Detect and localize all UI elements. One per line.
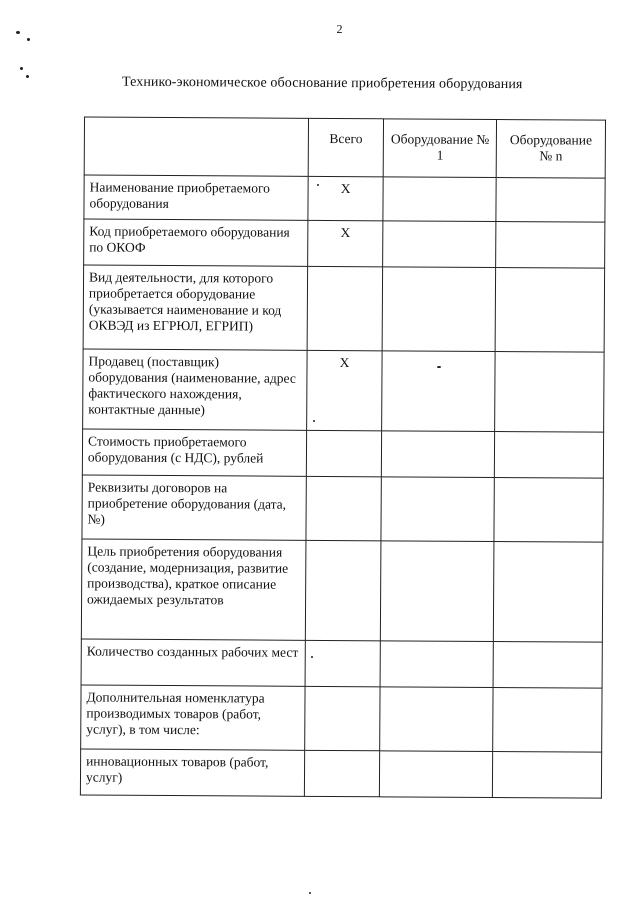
scan-speck	[16, 31, 20, 34]
scan-speck	[309, 892, 311, 894]
equipment-n-cell	[495, 268, 604, 353]
row-label: Код приобретаемого оборудования по ОКОФ	[84, 219, 308, 266]
scan-speck	[437, 366, 441, 368]
total-cell	[307, 266, 383, 350]
table-row	[84, 219, 605, 268]
total-cell: Х	[307, 220, 383, 266]
equipment-n-cell	[496, 178, 605, 223]
header-cell-total: Всего	[308, 118, 384, 176]
total-cell	[306, 476, 382, 540]
equipment-1-cell	[380, 687, 493, 752]
document-title: Технико-экономическое обоснование приобретения оборудования	[121, 74, 523, 93]
equipment-1-cell	[382, 351, 495, 432]
table-row	[81, 685, 602, 752]
equipment-n-cell	[494, 542, 603, 643]
page-number: 2	[336, 22, 343, 37]
total-cell	[306, 430, 382, 476]
scan-speck	[313, 420, 315, 422]
table-row	[81, 639, 602, 688]
scan-speck	[311, 656, 313, 658]
equipment-1-cell	[382, 431, 495, 478]
total-cell	[305, 686, 381, 750]
table-row	[81, 539, 603, 642]
equipment-n-cell	[495, 352, 604, 433]
equipment-1-cell	[382, 267, 495, 352]
total-cell: Х	[308, 176, 384, 220]
table-row	[84, 175, 605, 222]
row-label: Реквизиты договоров на приобретение оборудования (дата, №)	[82, 475, 306, 540]
equipment-n-cell	[494, 478, 603, 543]
equipment-1-cell	[380, 641, 493, 688]
row-label: Вид деятельности, для которого приобретается оборудование (указывается наименование и код ОКВЭД из ЕГРЮЛ, ЕГРИП)	[83, 265, 307, 350]
row-label: Количество созданных рабочих мест	[81, 639, 305, 686]
equipment-1-cell	[380, 751, 493, 798]
total-cell: Х	[306, 350, 382, 430]
total-cell	[305, 640, 381, 686]
equipment-1-cell	[383, 177, 496, 222]
table-row	[83, 265, 605, 352]
table-row	[82, 475, 603, 542]
header-cell-blank	[84, 117, 308, 176]
equipment-n-cell	[493, 642, 602, 689]
scan-speck	[26, 75, 29, 78]
equipment-n-cell	[495, 432, 604, 479]
row-label: Продавец (поставщик) оборудования (наименование, адрес фактического нахождения, контактные данные)	[83, 349, 307, 430]
equipment-1-cell	[381, 477, 494, 542]
total-cell	[304, 750, 380, 796]
equipment-justification-table	[80, 116, 606, 798]
equipment-n-cell	[493, 688, 602, 753]
row-label: Дополнительная номенклатура производимых товаров (работ, услуг), в том числе:	[81, 685, 305, 750]
table-row	[83, 349, 604, 432]
equipment-n-cell	[493, 752, 602, 799]
equipment-n-cell	[496, 222, 605, 269]
table-row	[80, 749, 601, 798]
scan-speck	[20, 67, 23, 70]
header-cell-equipment-1: Оборудование № 1	[383, 119, 496, 178]
row-label: инновационных товаров (работ, услуг)	[80, 749, 304, 796]
header-cell-equipment-n: Оборудование № n	[496, 120, 605, 179]
scan-speck	[317, 184, 319, 186]
equipment-1-cell	[381, 541, 495, 642]
row-label: Стоимость приобретаемого оборудования (с НДС), рублей	[82, 429, 306, 476]
table-row	[82, 429, 603, 478]
total-cell	[305, 540, 381, 640]
table-header-row	[84, 117, 605, 178]
equipment-1-cell	[383, 221, 496, 268]
row-label: Цель приобретения оборудования (создание, модернизация, развитие производства), краткое описание ожидаемых результатов	[81, 539, 305, 640]
row-label: Наименование приобретаемого оборудования	[84, 175, 308, 220]
scan-speck	[27, 38, 30, 41]
